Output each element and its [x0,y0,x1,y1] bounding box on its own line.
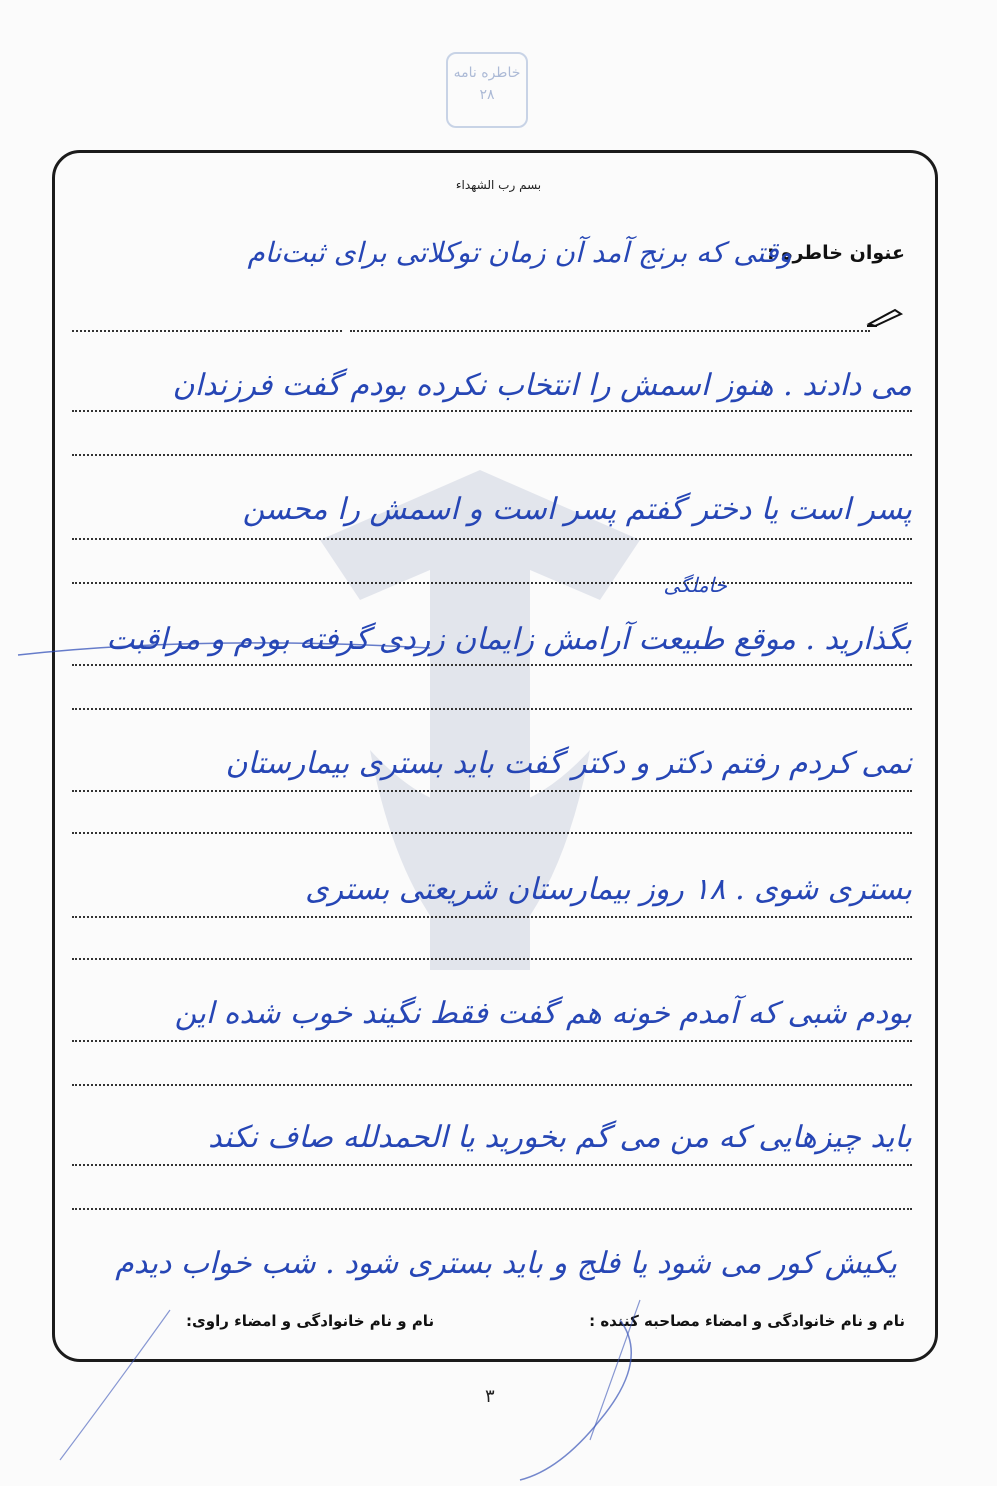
text-line-5: بستری شوی . ۱۸ روز بیمارستان شریعتی بستری [305,872,912,907]
text-line-8: یکیش کور می شود یا فلج و باید بستری شود . شب خواب دیدم [115,1246,897,1281]
rule-line [72,958,912,960]
rule-line [72,454,912,456]
rule-line [72,1040,912,1042]
stamp-line-2: ۲۸ [479,87,495,103]
text-line-3: بگذارید . موقع طبیعت آرامش زایمان زردی گرفته بودم و مراقبت [106,622,912,657]
rule-line [72,538,912,540]
memoir-title: وقتی که برنج آمد آن زمان توکلاتی برای ثبت‌نام [247,236,792,269]
rule-line [72,1208,912,1210]
archive-stamp [446,52,528,128]
text-line-7: باید چیزهایی که من می گم بخورید یا الحمدلله صاف نکند [208,1120,912,1155]
rule-line [72,664,912,666]
rule-line [72,1084,912,1086]
title-label: عنوان خاطره : [767,242,905,264]
interviewer-signature-label: نام و نام خانوادگی و امضاء مصاحبه کننده : [589,1312,905,1330]
page-number: ۳ [485,1386,495,1407]
stamp-line-1: خاطره نامه [453,65,521,81]
text-line-1: می دادند . هنوز اسمش را انتخاب نکرده بودم گفت فرزندان [172,368,912,403]
interlinear-note: خاملگی [663,573,727,597]
narrator-signature-label: نام و نام خانوادگی و امضاء راوی: [186,1312,435,1330]
rule-line [350,330,870,332]
rule-line [72,330,342,332]
rule-line [72,410,912,412]
rule-line [72,708,912,710]
rule-line [72,916,912,918]
rule-line [72,582,912,584]
text-line-4: نمی کردم رفتم دکتر و دکتر گفت باید بستری بیمارستان [225,746,912,781]
rule-line [72,1164,912,1166]
pen-icon [865,304,905,328]
rule-line [72,832,912,834]
emblem-watermark [300,450,660,1010]
rule-line [72,790,912,792]
bismillah-header: بسم رب الشهداء [455,178,542,192]
text-line-6: بودم شبی که آمدم خونه هم گفت فقط نگیند خوب شده این [174,996,912,1031]
text-line-2: پسر است یا دختر گفتم پسر است و اسمش را محسن [242,492,912,527]
